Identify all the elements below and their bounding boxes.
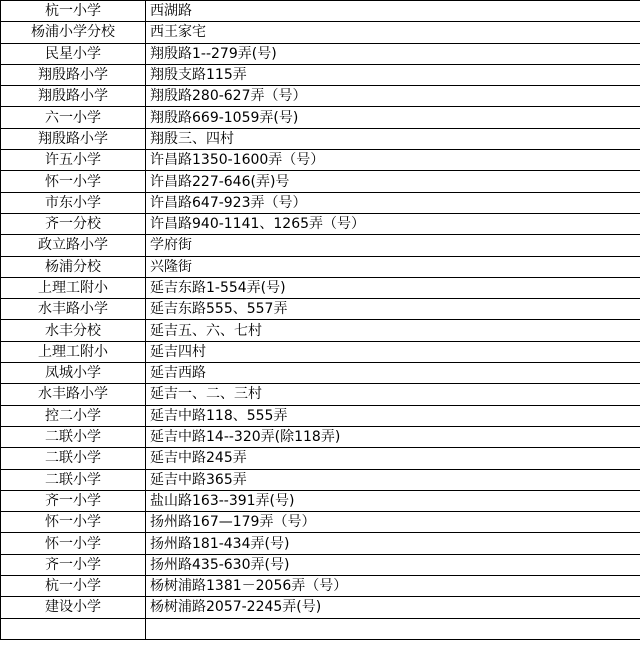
address-cell: 延吉中路14--320弄(除118弄)	[146, 426, 640, 447]
school-cell: 六一小学	[1, 107, 146, 128]
address-cell: 许昌路940-1141、1265弄（号）	[146, 213, 640, 234]
table-row	[1, 64, 640, 85]
address-cell: 翔殷路1--279弄(号)	[146, 43, 640, 64]
table-row	[1, 256, 640, 277]
school-cell: 控二小学	[1, 405, 146, 426]
address-cell: 杨树浦路1381－2056弄（号）	[146, 576, 640, 597]
table-row	[1, 576, 640, 597]
address-cell	[146, 618, 640, 639]
table-row	[1, 86, 640, 107]
school-cell: 翔殷路小学	[1, 64, 146, 85]
address-cell: 许昌路227-646(弄)号	[146, 171, 640, 192]
address-cell: 延吉西路	[146, 363, 640, 384]
school-cell: 齐一小学	[1, 490, 146, 511]
table-row	[1, 597, 640, 618]
table-row	[1, 107, 640, 128]
school-cell: 水丰分校	[1, 320, 146, 341]
table-row	[1, 341, 640, 362]
school-cell: 杭一小学	[1, 1, 146, 22]
address-cell: 延吉四村	[146, 341, 640, 362]
school-cell: 二联小学	[1, 448, 146, 469]
table-row	[1, 171, 640, 192]
address-cell: 盐山路163--391弄(号)	[146, 490, 640, 511]
address-cell: 西王家宅	[146, 22, 640, 43]
table-row	[1, 618, 640, 639]
address-cell: 延吉中路245弄	[146, 448, 640, 469]
table-row	[1, 213, 640, 234]
school-cell: 齐一小学	[1, 554, 146, 575]
address-cell: 延吉中路365弄	[146, 469, 640, 490]
school-cell: 水丰路小学	[1, 384, 146, 405]
table-row	[1, 1, 640, 22]
address-cell: 扬州路181-434弄(号)	[146, 533, 640, 554]
address-cell: 翔殷路280-627弄（号）	[146, 86, 640, 107]
school-cell: 凤城小学	[1, 363, 146, 384]
table-row	[1, 533, 640, 554]
address-cell: 延吉五、六、七村	[146, 320, 640, 341]
table-row	[1, 426, 640, 447]
table-row	[1, 299, 640, 320]
table-row	[1, 490, 640, 511]
address-cell: 延吉东路555、557弄	[146, 299, 640, 320]
table-row	[1, 448, 640, 469]
school-cell: 市东小学	[1, 192, 146, 213]
table-row	[1, 128, 640, 149]
school-cell: 上理工附小	[1, 341, 146, 362]
address-cell: 延吉中路118、555弄	[146, 405, 640, 426]
table-row	[1, 363, 640, 384]
address-cell: 翔殷支路115弄	[146, 64, 640, 85]
address-cell: 扬州路167—179弄（号）	[146, 512, 640, 533]
table-row	[1, 320, 640, 341]
table-row	[1, 22, 640, 43]
school-cell: 二联小学	[1, 469, 146, 490]
school-cell: 民星小学	[1, 43, 146, 64]
school-cell: 杭一小学	[1, 576, 146, 597]
table-row	[1, 405, 640, 426]
address-cell: 扬州路435-630弄(号)	[146, 554, 640, 575]
table-row	[1, 235, 640, 256]
school-cell: 怀一小学	[1, 171, 146, 192]
address-cell: 延吉一、二、三村	[146, 384, 640, 405]
address-cell: 许昌路647-923弄（号）	[146, 192, 640, 213]
table-row	[1, 192, 640, 213]
table-row	[1, 384, 640, 405]
address-cell: 许昌路1350-1600弄（号）	[146, 150, 640, 171]
school-cell: 怀一小学	[1, 533, 146, 554]
school-cell: 翔殷路小学	[1, 86, 146, 107]
school-cell: 怀一小学	[1, 512, 146, 533]
table-row	[1, 469, 640, 490]
school-cell: 建设小学	[1, 597, 146, 618]
address-cell: 翔殷路669-1059弄(号)	[146, 107, 640, 128]
address-cell: 延吉东路1-554弄(号)	[146, 277, 640, 298]
table-row	[1, 554, 640, 575]
school-cell	[1, 618, 146, 639]
school-cell: 齐一分校	[1, 213, 146, 234]
address-cell: 翔殷三、四村	[146, 128, 640, 149]
school-cell: 二联小学	[1, 426, 146, 447]
table-row	[1, 43, 640, 64]
school-cell: 翔殷路小学	[1, 128, 146, 149]
table-row	[1, 277, 640, 298]
school-cell: 水丰路小学	[1, 299, 146, 320]
table-row	[1, 150, 640, 171]
school-cell: 杨浦小学分校	[1, 22, 146, 43]
address-cell: 杨树浦路2057-2245弄(号)	[146, 597, 640, 618]
school-cell: 许五小学	[1, 150, 146, 171]
table-row	[1, 512, 640, 533]
school-cell: 杨浦分校	[1, 256, 146, 277]
school-cell: 政立路小学	[1, 235, 146, 256]
address-cell: 学府街	[146, 235, 640, 256]
address-cell: 兴隆街	[146, 256, 640, 277]
address-cell: 西湖路	[146, 1, 640, 22]
school-cell: 上理工附小	[1, 277, 146, 298]
table-body	[1, 1, 640, 640]
